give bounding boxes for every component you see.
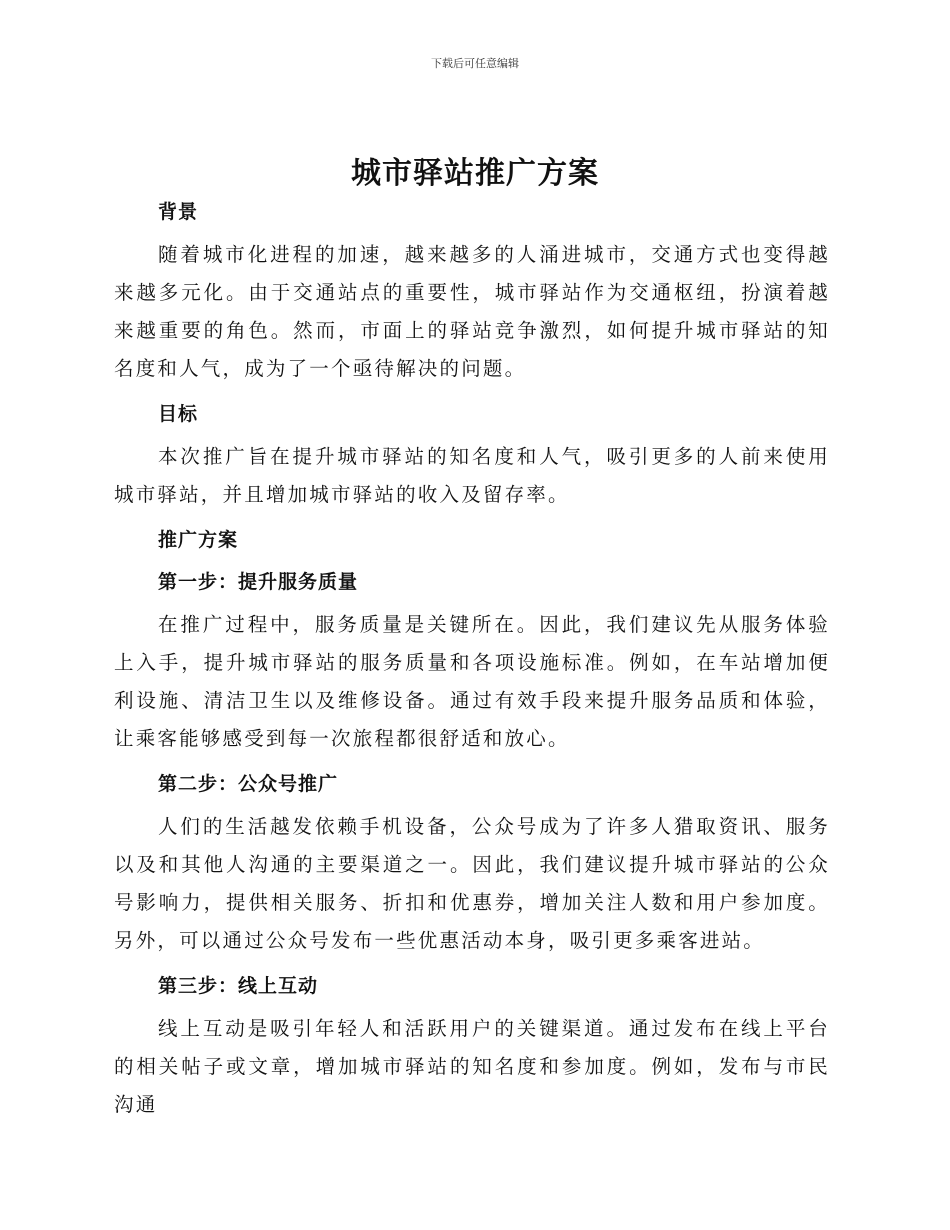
- section-heading-background: 背景: [158, 201, 199, 223]
- section-heading-step3: 第三步：线上互动: [158, 975, 319, 997]
- document-title: 城市驿站推广方案: [351, 156, 599, 191]
- document-body: [114, 196, 830, 1124]
- paragraph-step3: 线上互动是吸引年轻人和活跃用户的关键渠道。通过发布在线上平台的相关帖子或文章，增加城市驿站的知名度和参加度。例如，发布与市民沟通: [114, 1017, 830, 1116]
- page-header-note: 下载后可任意编辑: [431, 57, 519, 70]
- paragraph-step1: 在推广过程中，服务质量是关键所在。因此，我们建议先从服务体验上入手，提升城市驿站的服务质量和各项设施标准。例如，在车站增加便利设施、清洁卫生以及维修设备。通过有效手段来提升服务品质和体验，让乘客能够感受到每一次旅程都很舒适和放心。: [114, 613, 830, 750]
- section-heading-step2: 第二步：公众号推广: [158, 773, 339, 795]
- paragraph-background: 随着城市化进程的加速，越来越多的人涌进城市，交通方式也变得越来越多元化。由于交通站点的重要性，城市驿站作为交通枢纽，扮演着越来越重要的角色。然而，市面上的驿站竞争激烈，如何提升城市驿站的知名度和人气，成为了一个亟待解决的问题。: [114, 243, 830, 380]
- paragraph-step2: 人们的生活越发依赖手机设备，公众号成为了许多人猎取资讯、服务以及和其他人沟通的主要渠道之一。因此，我们建议提升城市驿站的公众号影响力，提供相关服务、折扣和优惠券，增加关注人数和用户参加度。另外，可以通过公众号发布一些优惠活动本身，吸引更多乘客进站。: [114, 815, 830, 952]
- section-heading-step1: 第一步：提升服务质量: [158, 571, 359, 593]
- section-heading-goal: 目标: [158, 403, 199, 425]
- paragraph-goal: 本次推广旨在提升城市驿站的知名度和人气，吸引更多的人前来使用城市驿站，并且增加城市驿站的收入及留存率。: [114, 445, 830, 506]
- section-heading-plan: 推广方案: [158, 529, 239, 551]
